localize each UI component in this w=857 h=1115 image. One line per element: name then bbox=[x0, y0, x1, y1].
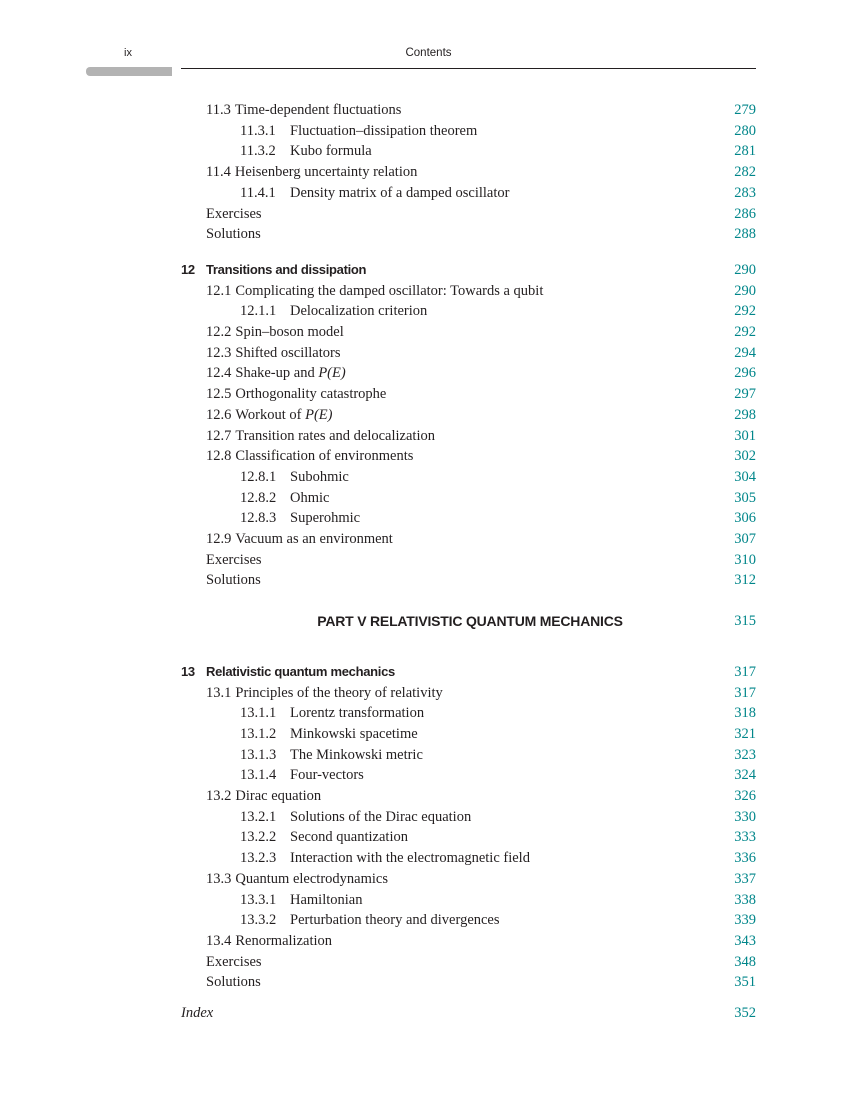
toc-entry-title: Ohmic bbox=[290, 489, 330, 506]
toc-entry[interactable] bbox=[0, 869, 857, 889]
toc-entry[interactable] bbox=[0, 1003, 857, 1023]
toc-entry-number: 12.3 bbox=[206, 344, 232, 361]
toc-entry-page-number: 296 bbox=[734, 365, 756, 382]
toc-entry-page-number: 312 bbox=[734, 572, 756, 589]
toc-entry-number: 13.1.4 bbox=[240, 767, 277, 784]
toc-entry-title: Relativistic quantum mechanics bbox=[206, 663, 395, 679]
toc-chapter-entry[interactable] bbox=[0, 260, 857, 280]
toc-entry-page-number: 317 bbox=[734, 684, 756, 701]
toc-entry-page-number: 294 bbox=[734, 344, 756, 361]
toc-entry-page-number: 323 bbox=[734, 746, 756, 763]
toc-entry-title: Quantum electrodynamics bbox=[235, 870, 388, 887]
toc-entry-title: Second quantization bbox=[290, 829, 408, 846]
toc-entry-label bbox=[206, 204, 262, 224]
toc-entry-title: Delocalization criterion bbox=[290, 303, 428, 320]
toc-entry-label bbox=[206, 869, 388, 889]
toc-entry[interactable] bbox=[0, 183, 857, 203]
toc-entry[interactable] bbox=[0, 100, 857, 120]
toc-entry[interactable] bbox=[0, 931, 857, 951]
toc-entry-label bbox=[206, 570, 261, 590]
toc-entry-title: Shake-up and bbox=[235, 365, 319, 382]
toc-entry-title: Solutions bbox=[206, 226, 261, 243]
toc-entry-number: 12.8.2 bbox=[240, 489, 277, 506]
toc-entry[interactable] bbox=[0, 363, 857, 383]
toc-entry-title: Four-vectors bbox=[290, 767, 364, 784]
toc-entry[interactable] bbox=[0, 703, 857, 723]
toc-entry-number: 11.3.2 bbox=[240, 143, 276, 160]
toc-entry-title: Orthogonality catastrophe bbox=[235, 386, 387, 403]
toc-entry-label bbox=[206, 972, 261, 992]
toc-entry-number: 13.2.3 bbox=[240, 850, 277, 867]
toc-entry-title: Dirac equation bbox=[235, 788, 322, 804]
toc-entry[interactable] bbox=[0, 121, 857, 141]
toc-entry-title: Superohmic bbox=[290, 510, 361, 527]
toc-entry-label bbox=[240, 910, 500, 930]
toc-entry[interactable] bbox=[0, 384, 857, 404]
toc-entry-label bbox=[206, 100, 401, 120]
toc-entry-label bbox=[206, 683, 443, 703]
toc-entry[interactable] bbox=[0, 141, 857, 161]
toc-entry-title: Complicating the damped oscillator: Towards a qubit bbox=[235, 282, 544, 299]
toc-entry-page-number: 351 bbox=[734, 974, 756, 991]
toc-entry-page-number: 336 bbox=[734, 850, 756, 867]
toc-entry-number: 12.6 bbox=[206, 406, 232, 423]
toc-entry[interactable] bbox=[0, 204, 857, 224]
toc-entry-label bbox=[206, 550, 262, 570]
toc-entry-number: 13.3.2 bbox=[240, 912, 277, 929]
toc-entry-label bbox=[206, 931, 332, 951]
toc-entry-title: Minkowski spacetime bbox=[290, 725, 418, 742]
toc-entry-page-number: 301 bbox=[734, 427, 756, 444]
toc-entry-title: Interaction with the electromagnetic field bbox=[290, 850, 530, 867]
toc-entry-number: 11.4.1 bbox=[240, 184, 276, 201]
toc-entry-page-number: 290 bbox=[734, 282, 756, 299]
toc-entry-label bbox=[206, 322, 344, 342]
toc-entry[interactable] bbox=[0, 807, 857, 827]
toc-entry-page-number: 348 bbox=[734, 953, 756, 970]
toc-entry-label bbox=[181, 1003, 213, 1023]
toc-entry-label bbox=[206, 343, 341, 363]
toc-entry-label bbox=[181, 662, 395, 682]
toc-entry-title: Exercises bbox=[206, 551, 262, 568]
toc-entry-label bbox=[240, 703, 424, 723]
toc-entry-page-number: 330 bbox=[734, 808, 756, 825]
toc-entry-page-number: 288 bbox=[734, 226, 756, 243]
toc-entry[interactable] bbox=[0, 827, 857, 847]
toc-entry-title: Lorentz transformation bbox=[290, 705, 425, 722]
toc-entry-number: 12.7 bbox=[206, 427, 232, 444]
toc-entry-title: Solutions bbox=[206, 572, 261, 589]
toc-entry-number: 12 bbox=[181, 261, 195, 277]
toc-entry-page-number: 326 bbox=[734, 788, 756, 804]
toc-entry-label bbox=[0, 611, 857, 631]
toc-entry[interactable] bbox=[0, 848, 857, 868]
toc-entry-label bbox=[240, 488, 329, 508]
toc-entry-title: Vacuum as an environment bbox=[235, 531, 393, 547]
toc-entry-number: 13.1.2 bbox=[240, 725, 277, 742]
toc-entry[interactable] bbox=[0, 426, 857, 446]
toc-entry[interactable] bbox=[0, 786, 857, 806]
toc-entry-number: 12.1 bbox=[206, 282, 232, 299]
toc-entry-title: Transitions and dissipation bbox=[206, 261, 367, 277]
toc-entry-number: 13.1.3 bbox=[240, 746, 277, 763]
toc-entry-title: The Minkowski metric bbox=[290, 746, 423, 763]
toc-entry-title: Classification of environments bbox=[235, 448, 414, 465]
toc-entry[interactable] bbox=[0, 446, 857, 466]
toc-entry-page-number: 339 bbox=[734, 912, 756, 929]
toc-entry-number: 12.8.1 bbox=[240, 468, 277, 485]
toc-entry-page-number: 337 bbox=[734, 870, 756, 887]
toc-entry-label bbox=[206, 281, 543, 301]
toc-entry-label bbox=[181, 260, 366, 280]
toc-entry-page-number: 318 bbox=[734, 705, 756, 722]
toc-entry-label bbox=[206, 363, 346, 383]
toc-entry-number: 13.3 bbox=[206, 870, 232, 887]
toc-entry-label bbox=[240, 848, 530, 868]
toc-entry-page-number: 307 bbox=[734, 531, 756, 547]
toc-part-entry[interactable] bbox=[0, 611, 857, 631]
toc-entry-page-number: 317 bbox=[734, 663, 756, 680]
toc-entry-number: 12.4 bbox=[206, 365, 232, 382]
toc-entry-label bbox=[240, 827, 408, 847]
toc-entry[interactable] bbox=[0, 529, 857, 549]
header-rule bbox=[181, 68, 756, 69]
toc-entry-title-italic: P(E) bbox=[305, 406, 333, 423]
toc-entry-title: Kubo formula bbox=[290, 143, 372, 160]
toc-entry-number: 13.3.1 bbox=[240, 891, 277, 908]
toc-entry-label bbox=[240, 121, 477, 141]
toc-entry-title: Exercises bbox=[206, 953, 262, 970]
toc-entry[interactable] bbox=[0, 890, 857, 910]
toc-entry-number: 12.1.1 bbox=[240, 303, 277, 320]
toc-entry-label bbox=[240, 141, 372, 161]
toc-entry-page-number: 281 bbox=[734, 143, 756, 160]
toc-entry[interactable] bbox=[0, 550, 857, 570]
toc-entry-title: Subohmic bbox=[290, 468, 349, 485]
toc-entry-number: 13.1 bbox=[206, 684, 232, 701]
toc-entry[interactable] bbox=[0, 405, 857, 425]
toc-entry-page-number: 321 bbox=[734, 725, 756, 742]
toc-entry-page-number: 306 bbox=[734, 510, 756, 527]
toc-entry-label bbox=[206, 426, 435, 446]
toc-entry-number: 11.3.1 bbox=[240, 122, 276, 139]
toc-entry[interactable] bbox=[0, 952, 857, 972]
toc-entry[interactable] bbox=[0, 162, 857, 182]
toc-entry-page-number: 352 bbox=[734, 1005, 756, 1021]
toc-entry-label bbox=[240, 183, 509, 203]
toc-entry-page-number: 286 bbox=[734, 205, 756, 222]
header-page-number: ix bbox=[124, 47, 132, 59]
toc-entry-label bbox=[206, 529, 393, 549]
toc-entry-number: 13.1.1 bbox=[240, 705, 277, 722]
toc-entry[interactable] bbox=[0, 224, 857, 244]
toc-entry-title: Solutions of the Dirac equation bbox=[290, 808, 472, 825]
toc-entry[interactable] bbox=[0, 322, 857, 342]
toc-entry-title: Principles of the theory of relativity bbox=[235, 684, 443, 701]
toc-entry-page-number: 324 bbox=[734, 767, 756, 784]
toc-entry[interactable] bbox=[0, 765, 857, 785]
toc-entry-page-number: 298 bbox=[734, 406, 756, 423]
toc-entry-page-number: 305 bbox=[734, 489, 756, 506]
toc-entry-number: 13 bbox=[181, 663, 195, 679]
toc-entry-number: 13.2.1 bbox=[240, 808, 277, 825]
toc-entry-page-number: 310 bbox=[734, 551, 756, 568]
toc-entry[interactable] bbox=[0, 910, 857, 930]
toc-entry-title: Exercises bbox=[206, 205, 262, 222]
toc-entry-title: Renormalization bbox=[235, 932, 333, 949]
toc-entry-page-number: 292 bbox=[734, 324, 756, 340]
toc-chapter-entry[interactable] bbox=[0, 662, 857, 682]
toc-entry-number: 12.9 bbox=[206, 531, 232, 547]
toc-entry-number: 12.8 bbox=[206, 448, 232, 465]
toc-entry-title: Transition rates and delocalization bbox=[235, 427, 435, 444]
toc-entry-page-number: 279 bbox=[734, 102, 756, 118]
toc-entry-page-number: 290 bbox=[734, 261, 756, 278]
toc-entry-title-italic: P(E) bbox=[318, 365, 346, 382]
toc-entry-label bbox=[240, 890, 363, 910]
toc-entry-title: PART V RELATIVISTIC QUANTUM MECHANICS bbox=[317, 613, 623, 630]
toc-entry-number: 13.2 bbox=[206, 788, 232, 804]
toc-entry-title: Density matrix of a damped oscillator bbox=[290, 184, 510, 201]
header-grey-tab bbox=[86, 67, 172, 76]
toc-entry-label bbox=[206, 224, 261, 244]
toc-entry-label bbox=[240, 301, 427, 321]
toc-entry[interactable] bbox=[0, 972, 857, 992]
toc-entry-label bbox=[240, 745, 423, 765]
toc-entry-title: Perturbation theory and divergences bbox=[290, 912, 500, 929]
toc-entry-label bbox=[240, 724, 418, 744]
toc-entry-label bbox=[240, 807, 471, 827]
toc-entry-number: 13.4 bbox=[206, 932, 232, 949]
toc-entry-title: Shifted oscillators bbox=[235, 344, 341, 361]
toc-entry-number: 11.4 bbox=[206, 164, 231, 181]
toc-entry[interactable] bbox=[0, 683, 857, 703]
toc-entry-page-number: 302 bbox=[734, 448, 756, 465]
toc-entry-title: Spin–boson model bbox=[235, 324, 344, 340]
toc-entry[interactable] bbox=[0, 570, 857, 590]
toc-entry-title: Workout of bbox=[235, 406, 306, 423]
toc-entry-number: 12.5 bbox=[206, 386, 232, 403]
toc-entry-title: Solutions bbox=[206, 974, 261, 991]
toc-entry[interactable] bbox=[0, 745, 857, 765]
toc-entry[interactable] bbox=[0, 281, 857, 301]
toc-entry-label bbox=[206, 162, 417, 182]
toc-entry-title: Heisenberg uncertainty relation bbox=[234, 164, 418, 181]
toc-entry-label bbox=[240, 765, 364, 785]
toc-entry-label bbox=[206, 446, 413, 466]
toc-entry-title: Time-dependent fluctuations bbox=[234, 102, 402, 118]
toc-entry-page-number: 333 bbox=[734, 829, 756, 846]
toc-entry[interactable] bbox=[0, 301, 857, 321]
toc-entry[interactable] bbox=[0, 343, 857, 363]
toc-entry-page-number: 343 bbox=[734, 932, 756, 949]
toc-entry-number: 11.3 bbox=[206, 102, 231, 118]
toc-entry-label bbox=[206, 405, 332, 425]
toc-entry-page-number: 282 bbox=[734, 164, 756, 181]
toc-entry[interactable] bbox=[0, 467, 857, 487]
toc-entry-page-number: 292 bbox=[734, 303, 756, 320]
toc-entry-label bbox=[206, 952, 262, 972]
toc-entry[interactable] bbox=[0, 508, 857, 528]
toc-entry-title: Fluctuation–dissipation theorem bbox=[290, 122, 478, 139]
toc-entry-page-number: 315 bbox=[734, 613, 756, 630]
toc-entry-number: 12.8.3 bbox=[240, 510, 277, 527]
toc-entry-page-number: 338 bbox=[734, 891, 756, 908]
header-title: Contents bbox=[405, 47, 452, 59]
toc-entry[interactable] bbox=[0, 724, 857, 744]
toc-entry-title: Hamiltonian bbox=[290, 891, 363, 908]
toc-entry-page-number: 297 bbox=[734, 386, 756, 403]
toc-entry-number: 12.2 bbox=[206, 324, 232, 340]
toc-entry[interactable] bbox=[0, 488, 857, 508]
toc-entry-title: Index bbox=[181, 1005, 214, 1021]
toc-entry-label bbox=[206, 384, 386, 404]
toc-entry-page-number: 304 bbox=[734, 468, 756, 485]
toc-entry-page-number: 280 bbox=[734, 122, 756, 139]
toc-entry-page-number: 283 bbox=[734, 184, 756, 201]
toc-entry-number: 13.2.2 bbox=[240, 829, 277, 846]
toc-entry-label bbox=[206, 786, 321, 806]
toc-entry-label bbox=[240, 508, 360, 528]
toc-entry-label bbox=[240, 467, 349, 487]
